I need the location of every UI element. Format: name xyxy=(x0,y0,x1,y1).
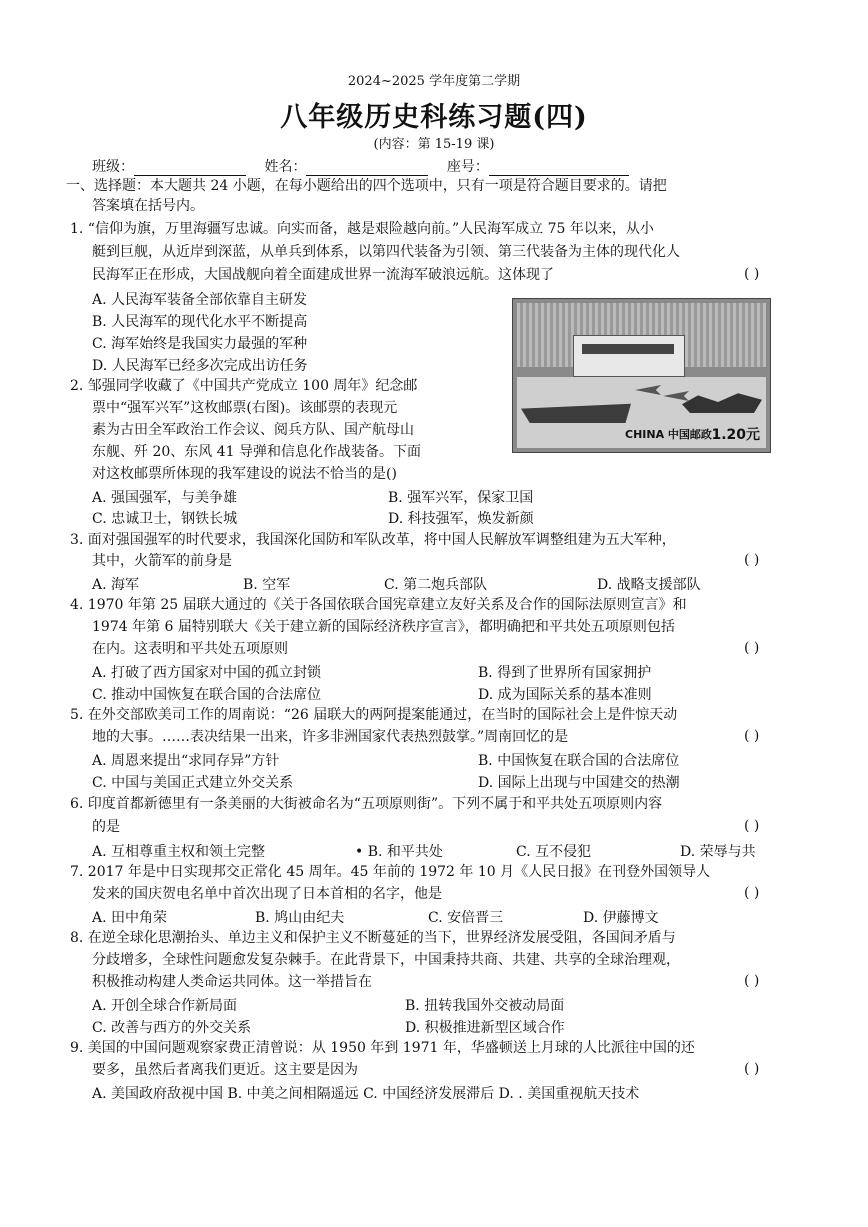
question-line: 地的大事。……表决结果一出来，许多非洲国家代表热烈鼓掌。”周南回忆的是 xyxy=(92,729,569,745)
option-a[interactable]: A. 田中角荣 xyxy=(92,910,168,926)
option-a[interactable]: A. 打破了西方国家对中国的孤立封锁 xyxy=(92,665,322,681)
section-line: 一、选择题：本大题共 24 小题，在每小题给出的四个选项中，只有一项是符合题目要求的。请把 xyxy=(66,178,667,194)
section-line: 答案填在括号内。 xyxy=(92,198,204,214)
name-label: 姓名： xyxy=(264,159,307,175)
question-line: 4. 1970 年第 25 届联大通过的《关于各国依联合国宪章建立友好关系及合作的国际法原则宣言》和 xyxy=(70,597,687,613)
content-scope: (内容：第 15-19 课) xyxy=(373,137,495,152)
answer-blank[interactable]: ( ) xyxy=(744,552,760,568)
option-a[interactable]: A. 海军 xyxy=(92,577,140,593)
option-d[interactable]: D. 科技强军，焕发新颜 xyxy=(388,511,534,527)
question-line: 其中，火箭军的前身是 xyxy=(92,553,232,569)
question-line: 发来的国庆贺电名单中首次出现了日本首相的名字，他是 xyxy=(92,886,442,902)
option-a[interactable]: A. 强国强军，与美争雄 xyxy=(92,490,238,506)
option-b[interactable]: B. 人民海军的现代化水平不断提高 xyxy=(92,314,308,330)
question-line: 6. 印度首都新德里有一条美丽的大街被命名为“五项原则街”。下列不属于和平共处五项原则内容 xyxy=(70,796,663,812)
option-c[interactable]: C. 推动中国恢复在联合国的合法席位 xyxy=(92,687,322,703)
option-c[interactable]: C. 安倍晋三 xyxy=(428,910,504,926)
question-line: 2. 邹强同学收藏了《中国共产党成立 100 周年》纪念邮 xyxy=(70,378,418,394)
option-d[interactable]: D. 人民海军已经多次完成出访任务 xyxy=(92,358,308,374)
question-line: 的是 xyxy=(92,819,120,835)
answer-blank[interactable]: ( ) xyxy=(744,1061,760,1077)
question-line: 5. 在外交部欧美司工作的周南说：“26 届联大的两阿提案能通过，在当时的国际社会上是件惊天动 xyxy=(70,707,678,723)
option-a[interactable]: A. 互相尊重主权和领土完整 xyxy=(92,844,266,860)
option-c[interactable]: C. 第二炮兵部队 xyxy=(384,577,488,593)
question-line: 在内。这表明和平共处五项原则 xyxy=(92,641,288,657)
question-line: 积极推动构建人类命运共同体。这一举措旨在 xyxy=(92,974,372,990)
question-line: 分歧增多，全球性问题愈发复杂棘手。在此背景下，中国秉持共商、共建、共享的全球治理观， xyxy=(92,952,680,968)
answer-blank[interactable]: ( ) xyxy=(744,818,760,834)
option-c[interactable]: C. 中国与美国正式建立外交关系 xyxy=(92,775,294,791)
question-line: 东舰、歼 20、东风 41 导弹和信息化作战装备。下面 xyxy=(92,444,421,460)
question-line: 票中“强军兴军”这枚邮票(右图)。该邮票的表现元 xyxy=(92,400,398,416)
answer-blank[interactable]: ( ) xyxy=(744,728,760,744)
question-line: 3. 面对强国强军的时代要求，我国深化国防和军队改革，将中国人民解放军调整组建为五大军种， xyxy=(70,532,676,548)
option-b[interactable]: B. 中国恢复在联合国的合法席位 xyxy=(478,753,680,769)
option-b[interactable]: B. 强军兴军，保家卫国 xyxy=(388,490,534,506)
option-c[interactable]: C. 海军始终是我国实力最强的军种 xyxy=(92,336,308,352)
question-line: 9. 美国的中国问题观察家费正清曾说：从 1950 年到 1971 年，华盛顿送上月球的人比派往中国的还 xyxy=(70,1040,695,1056)
name-field[interactable] xyxy=(306,161,428,176)
option-d[interactable]: D. 成为国际关系的基本准则 xyxy=(478,687,652,703)
option-a[interactable]: A. 周恩来提出“求同存异”方针 xyxy=(92,753,280,769)
question-line: 1974 年第 6 届特别联大《关于建立新的国际经济秩序宣言》，都明确把和平共处五项原则包括 xyxy=(92,619,675,635)
option-a[interactable]: A. 开创全球合作新局面 xyxy=(92,998,238,1014)
question-line: 8. 在逆全球化思潮抬头、单边主义和保护主义不断蔓延的当下，世界经济发展受阻，各国间矛盾与 xyxy=(70,930,676,946)
question-line: 1. “信仰为旗，万里海疆写忠诚。向实而备，越是艰险越向前。”人民海军成立 75 年以来，从小 xyxy=(70,221,654,237)
option-d[interactable]: D. 伊藤博文 xyxy=(583,910,659,926)
seat-label: 座号： xyxy=(446,159,489,175)
option-b[interactable]: B. 空军 xyxy=(243,577,291,593)
option-a[interactable]: A. 人民海军装备全部依靠自主研发 xyxy=(92,292,308,308)
option-b[interactable]: B. 得到了世界所有国家拥护 xyxy=(478,665,652,681)
stamp-value: 1.20元 xyxy=(711,427,760,443)
option-b[interactable]: B. 扭转我国外交被动局面 xyxy=(405,998,565,1014)
option-row[interactable]: A. 美国政府敌视中国 B. 中美之间相隔遥远 C. 中国经济发展滞后 D. . 美国重视航天技术 xyxy=(92,1086,640,1102)
term-line: 2024~2025 学年度第二学期 xyxy=(347,74,521,89)
option-c[interactable]: C. 忠诚卫士，钢铁长城 xyxy=(92,511,238,527)
option-b[interactable]: B. 鸠山由纪夫 xyxy=(255,910,345,926)
question-line: 7. 2017 年是中日实现邦交正常化 45 周年。45 年前的 1972 年 10 月《人民日报》在刊登外国领导人 xyxy=(70,864,711,880)
question-line: 要多，虽然后者离我们更近。这主要是因为 xyxy=(92,1062,358,1078)
class-field[interactable] xyxy=(134,161,246,176)
option-d[interactable]: D. 荣辱与共 xyxy=(680,844,756,860)
answer-blank[interactable]: ( ) xyxy=(744,266,760,282)
stamp-country: CHINA 中国邮政 xyxy=(625,428,712,441)
question-line: 素为古田全军政治工作会议、阅兵方队、国产航母山 xyxy=(92,422,414,438)
answer-blank[interactable]: ( ) xyxy=(744,640,760,656)
option-b[interactable]: • B. 和平共处 xyxy=(355,844,443,860)
page-title: 八年级历史科练习题(四) xyxy=(280,102,588,133)
option-c[interactable]: C. 改善与西方的外交关系 xyxy=(92,1020,252,1036)
stamp-meeting-hall xyxy=(573,335,685,377)
option-d[interactable]: D. 积极推进新型区域合作 xyxy=(405,1020,565,1036)
question-line: 对这枚邮票所体现的我军建设的说法不恰当的是() xyxy=(92,466,397,482)
answer-blank[interactable]: ( ) xyxy=(744,973,760,989)
option-d[interactable]: D. 战略支援部队 xyxy=(597,577,701,593)
seat-field[interactable] xyxy=(489,161,629,176)
student-info-row xyxy=(92,156,629,176)
question-line: 艇到巨舰，从近岸到深蓝，从单兵到体系，以第四代装备为引领、第三代装备为主体的现代化人 xyxy=(92,244,680,260)
answer-blank[interactable]: ( ) xyxy=(744,885,760,901)
question-line: 民海军正在形成，大国战舰向着全面建成世界一流海军破浪远航。这体现了 xyxy=(92,267,554,283)
stamp-image xyxy=(512,298,771,453)
option-d[interactable]: D. 国际上出现与中国建交的热潮 xyxy=(478,775,680,791)
option-c[interactable]: C. 互不侵犯 xyxy=(516,844,592,860)
class-label: 班级： xyxy=(92,159,134,175)
